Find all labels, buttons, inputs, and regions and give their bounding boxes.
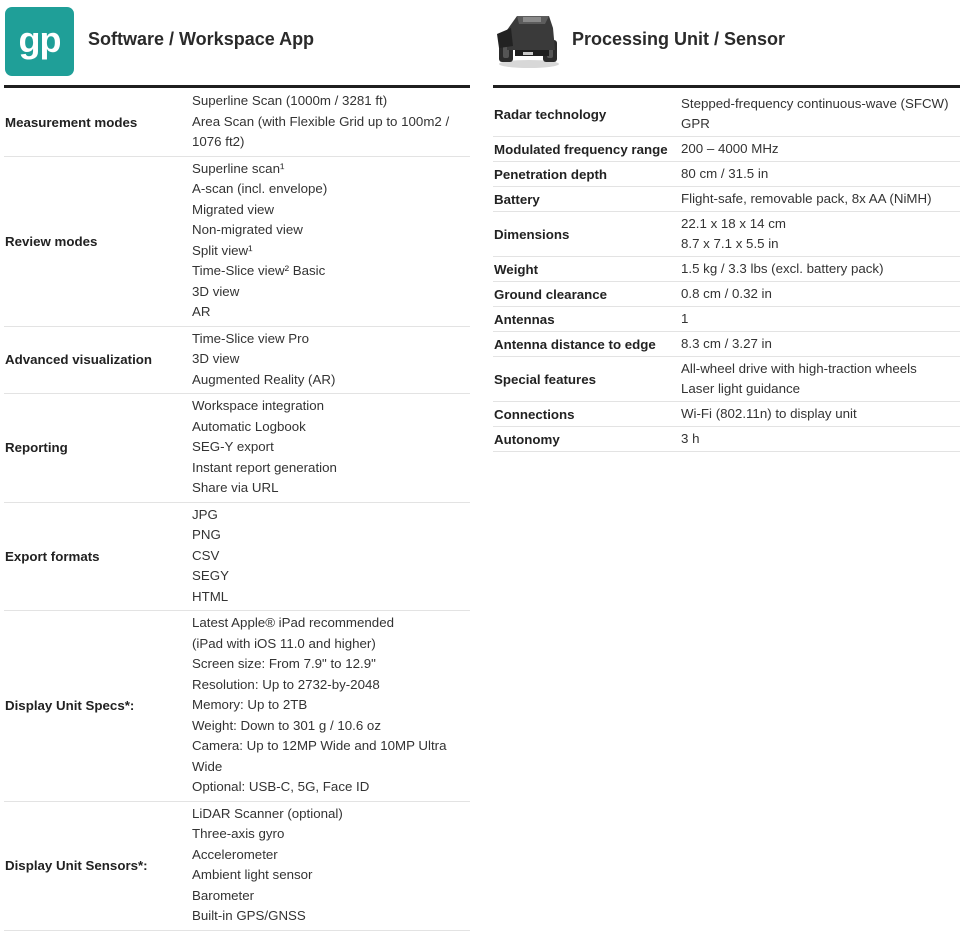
spec-label: Antenna distance to edge (493, 332, 681, 357)
spec-row-measurement-modes (4, 89, 470, 156)
spec-value-line: Accelerometer (192, 846, 278, 862)
spec-row-display-unit-sensors (4, 801, 470, 930)
spec-value-line: Share via URL (192, 480, 279, 495)
spec-value (192, 502, 470, 611)
spec-label: Export formats (4, 502, 192, 611)
spec-value (681, 282, 960, 307)
spec-value (681, 212, 960, 257)
software-spec-table (4, 89, 470, 931)
spec-row-export-formats (4, 502, 470, 611)
spec-value-line: GPR (681, 116, 710, 131)
spec-label: Weight (493, 257, 681, 282)
spec-value-line: 200 – 4000 MHz (681, 141, 779, 156)
spec-label: Advanced visualization (4, 326, 192, 394)
spec-row-special-features (493, 357, 960, 402)
spec-value-line: Barometer (192, 887, 255, 903)
spec-value-line: SEGY (192, 568, 229, 583)
spec-value-line: Wide (192, 758, 223, 774)
spec-row-radar-technology (493, 92, 960, 137)
spec-value-line: Built-in GPS/GNSS (192, 908, 306, 923)
spec-value-line: Migrated view (192, 201, 275, 217)
spec-value (192, 394, 470, 503)
spec-value-line: 0.8 cm / 0.32 in (681, 286, 772, 301)
spec-value-line: Stepped-frequency continuous-wave (SFCW) (681, 96, 949, 111)
spec-row-antenna-distance-to-edge (493, 332, 960, 357)
spec-value-line: LiDAR Scanner (optional) (192, 805, 343, 821)
spec-value (192, 611, 470, 802)
spec-value-line: Area Scan (with Flexible Grid up to 100m2 / (192, 113, 450, 129)
spec-value-line: Wi-Fi (802.11n) to display unit (681, 406, 857, 421)
spec-row-dimensions (493, 212, 960, 257)
spec-row-ground-clearance (493, 282, 960, 307)
spec-value-line: Superline Scan (1000m / 3281 ft) (192, 93, 388, 108)
spec-label: Connections (493, 402, 681, 427)
spec-label: Radar technology (493, 92, 681, 137)
spec-label: Autonomy (493, 427, 681, 452)
spec-value-line: 3D view (192, 351, 240, 366)
spec-value-line: (iPad with iOS 11.0 and higher) (192, 635, 376, 651)
spec-label: Display Unit Sensors*: (4, 801, 192, 930)
spec-value-line: Screen size: From 7.9" to 12.9" (192, 656, 376, 671)
spec-value-line: 1 (681, 311, 689, 326)
spec-value-line: Optional: USB-C, 5G, Face ID (192, 779, 370, 794)
spec-value-line: HTML (192, 588, 229, 604)
spec-value (681, 137, 960, 162)
spec-value-line: Instant report generation (192, 459, 337, 475)
spec-value-line: All-wheel drive with high-traction wheels (681, 361, 917, 376)
spec-value (192, 801, 470, 930)
spec-value-line: Memory: Up to 2TB (192, 697, 308, 712)
spec-label: Antennas (493, 307, 681, 332)
spec-value-line: 8.3 cm / 3.27 in (681, 336, 772, 351)
spec-value-line: AR (192, 304, 211, 319)
spec-value (681, 357, 960, 402)
spec-value-line: 3D view (192, 283, 240, 299)
spec-value-line: Resolution: Up to 2732-by-2048 (192, 676, 380, 692)
gp-logo: gp (5, 7, 74, 76)
software-column (4, 0, 470, 931)
sensor-spec-table (493, 92, 960, 452)
spec-value-line: Time-Slice view² Basic (192, 263, 326, 278)
spec-value-line: CSV (192, 547, 220, 563)
sensor-title: Processing Unit / Sensor (572, 29, 786, 49)
spec-value-line: Automatic Logbook (192, 418, 306, 434)
spec-value-line: 1.5 kg / 3.3 lbs (excl. battery pack) (681, 261, 884, 276)
spec-row-review-modes (4, 156, 470, 326)
spec-row-autonomy (493, 427, 960, 452)
sensor-device-image (493, 6, 563, 72)
spec-value-line: 1076 ft2) (192, 134, 245, 149)
spec-value-line: Laser light guidance (681, 381, 801, 396)
spec-value-line: PNG (192, 527, 221, 542)
spec-row-modulated-frequency-range (493, 137, 960, 162)
spec-value (192, 89, 470, 156)
spec-row-display-unit-specs (4, 611, 470, 802)
spec-value (192, 156, 470, 326)
spec-row-weight (493, 257, 960, 282)
software-title: Software / Workspace App (88, 29, 315, 49)
spec-value (681, 402, 960, 427)
spec-label: Ground clearance (493, 282, 681, 307)
spec-label: Review modes (4, 156, 192, 326)
spec-value-line: Latest Apple® iPad recommended (192, 615, 394, 630)
spec-label: Display Unit Specs*: (4, 611, 192, 802)
spec-value-line: 22.1 x 18 x 14 cm (681, 216, 786, 231)
spec-label: Reporting (4, 394, 192, 503)
spec-value-line: Workspace integration (192, 398, 325, 413)
spec-value (192, 326, 470, 394)
spec-value (681, 427, 960, 452)
spec-row-antennas (493, 307, 960, 332)
spec-row-penetration-depth (493, 162, 960, 187)
spec-value-line: Camera: Up to 12MP Wide and 10MP Ultra (192, 738, 447, 753)
spec-value-line: Three-axis gyro (192, 826, 285, 841)
spec-value-line: Split view¹ (192, 242, 253, 258)
spec-label: Special features (493, 357, 681, 402)
spec-row-reporting (4, 394, 470, 503)
spec-value-line: Weight: Down to 301 g / 10.6 oz (192, 717, 381, 733)
spec-value-line: 80 cm / 31.5 in (681, 166, 769, 181)
spec-value-line: Superline scan¹ (192, 160, 285, 176)
spec-value (681, 257, 960, 282)
spec-value-line: Augmented Reality (AR) (192, 371, 336, 387)
sensor-column (493, 0, 960, 452)
spec-value-line: A-scan (incl. envelope) (192, 181, 328, 196)
spec-row-connections (493, 402, 960, 427)
spec-value-line: SEG-Y export (192, 439, 274, 454)
spec-value-line: Non-migrated view (192, 222, 303, 237)
spec-label: Battery (493, 187, 681, 212)
spec-value-line: 3 h (681, 431, 700, 446)
spec-label: Penetration depth (493, 162, 681, 187)
spec-label: Modulated frequency range (493, 137, 681, 162)
spec-label: Measurement modes (4, 89, 192, 156)
spec-row-battery (493, 187, 960, 212)
spec-value (681, 307, 960, 332)
spec-value-line: JPG (192, 506, 218, 522)
spec-value-line: Ambient light sensor (192, 867, 313, 882)
sensor-header (493, 0, 960, 88)
spec-value-line: Time-Slice view Pro (192, 330, 309, 346)
spec-label: Dimensions (493, 212, 681, 257)
spec-value (681, 332, 960, 357)
spec-value-line: 8.7 x 7.1 x 5.5 in (681, 236, 779, 251)
software-header (4, 0, 470, 88)
spec-value (681, 162, 960, 187)
spec-row-advanced-visualization (4, 326, 470, 394)
spec-value (681, 92, 960, 137)
spec-value (681, 187, 960, 212)
spec-value-line: Flight-safe, removable pack, 8x AA (NiMH) (681, 191, 932, 206)
